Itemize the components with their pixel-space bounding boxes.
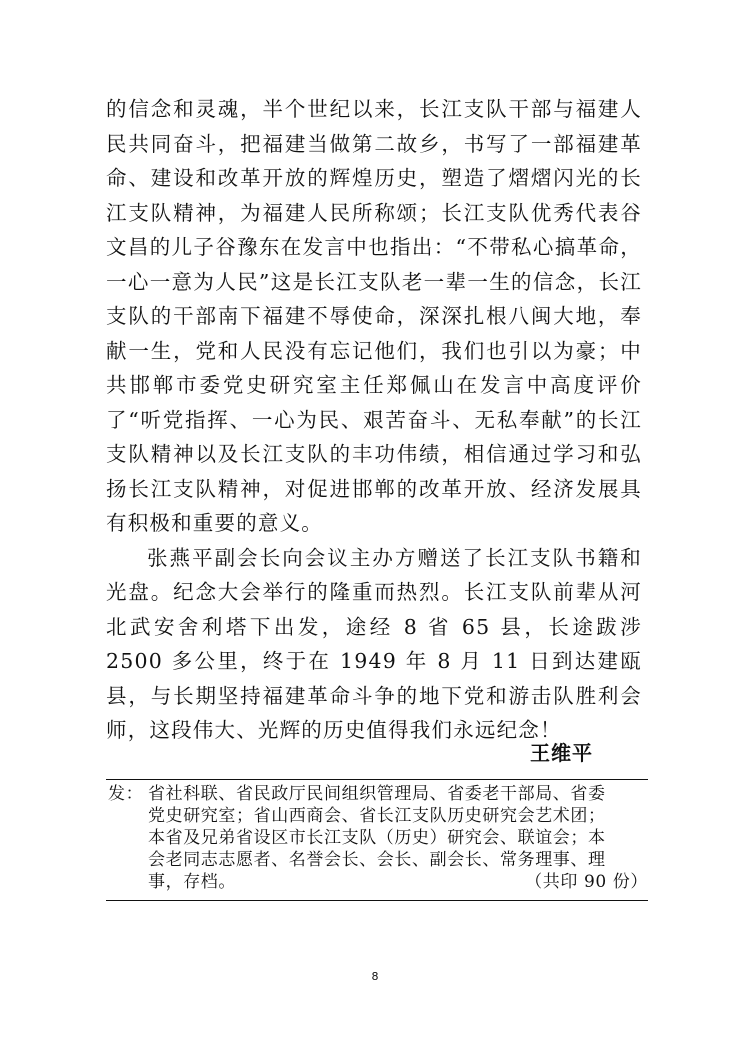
distribution-line-4: 会老同志志愿者、名誉会长、会长、副会长、常务理事、理 — [148, 850, 606, 870]
copies-count: （共印 90 份） — [525, 872, 648, 892]
distribution-top-rule — [106, 779, 648, 780]
distribution-line-1: 省社科联、省民政厅民间组织管理局、省委老干部局、省委 — [148, 784, 606, 804]
distribution-label: 发： — [108, 784, 144, 804]
distribution-bottom-rule — [106, 900, 648, 901]
distribution-line-5 — [148, 871, 648, 893]
distribution-line-3: 本省及兄弟省设区市长江支队（历史）研究会、联谊会；本 — [148, 828, 606, 848]
distribution-last-text: 事，存档。 — [148, 872, 236, 892]
distribution-recipients — [148, 783, 648, 893]
paragraph-1: 的信念和灵魂，半个世纪以来，长江支队干部与福建人民共同奋斗，把福建当做第二故乡，书写了一部福建革命、建设和改革开放的辉煌历史，塑造了熠熠闪光的长江支队精神，为福建人民所称颂；长江支队优秀代表谷文昌的儿子谷豫东在发言中也指出：“不带私心搞革命，一心一意为人民”这是长江支队老一辈一生的信念，长江支队的干部南下福建不辱使命，深深扎根八闽大地，奉献一生，党和人民没有忘记他们，我们也引以为豪；中共邯郸市委党史研究室主任郑佩山在发言中高度评价了“听党指挥、一心为民、艰苦奋斗、无私奉献”的长江支队精神以及长江支队的丰功伟绩，相信通过学习和弘扬长江支队精神，对促进邯郸的改革开放、经济发展具有积极和重要的意义。 — [106, 97, 642, 535]
page-number: 8 — [371, 970, 379, 983]
author-signature: 王维平 — [530, 741, 593, 765]
paragraph-2: 张燕平副会长向会议主办方赠送了长江支队书籍和光盘。纪念大会举行的隆重而热烈。长江支队前辈从河北武安舍利塔下出发，途经 8 省 65 县，长途跋涉 2500 多公里，终于在 1949 年 8 月 11 日到达建瓯县，与长期坚持福建革命斗争的地下党和游击队胜利会师，这段伟大、光辉的历史值得我们永远纪念！ — [106, 545, 642, 742]
distribution-list — [108, 783, 650, 893]
body-text — [106, 92, 642, 748]
distribution-line-2: 党史研究室；省山西商会、省长江支队历史研究会艺术团； — [148, 806, 606, 826]
